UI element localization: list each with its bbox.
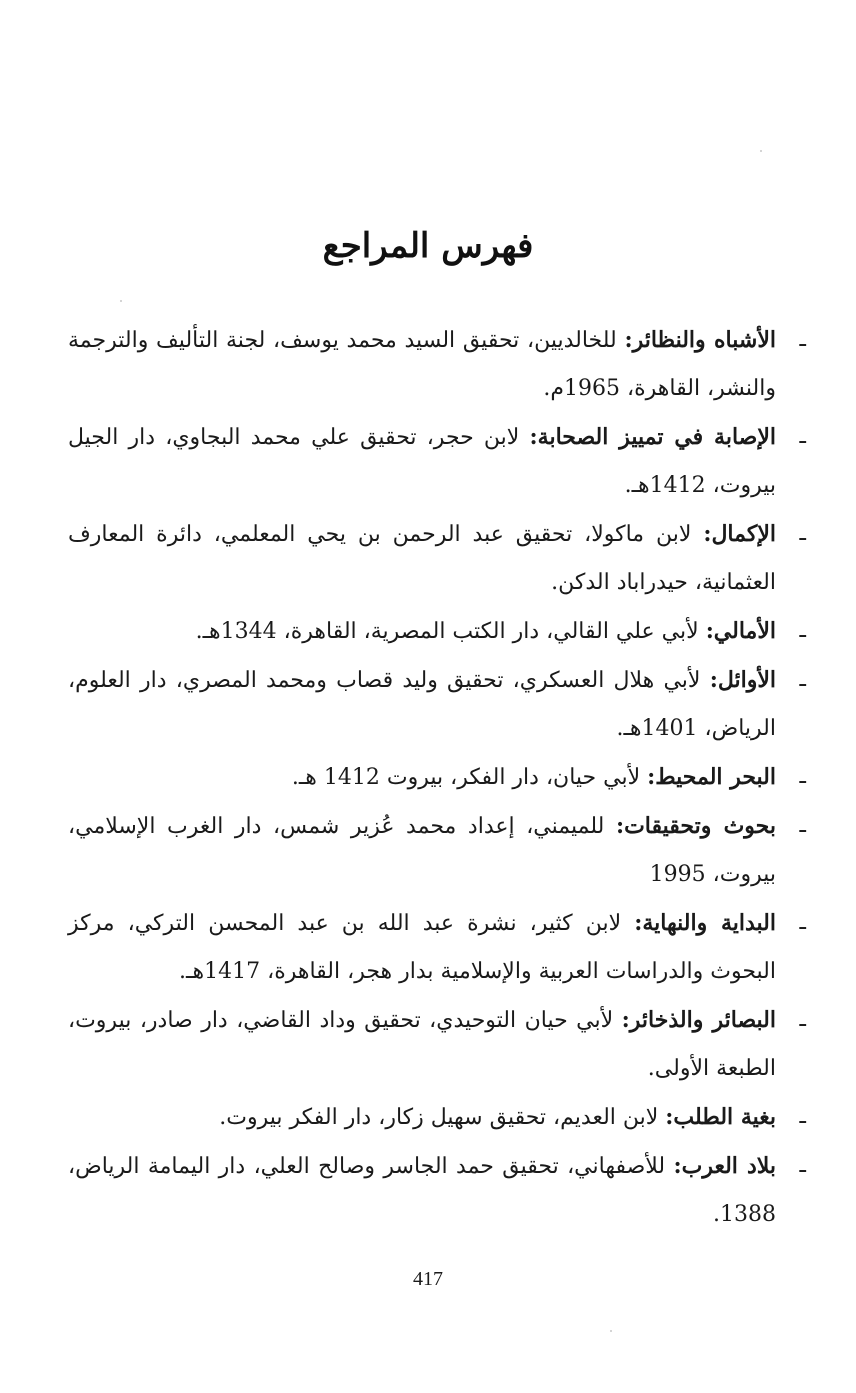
page-number: 417 (413, 1268, 443, 1290)
reference-list (68, 316, 806, 1239)
entry-body: لابن العديم، تحقيق سهيل زكار، دار الفكر بيروت. (219, 1105, 659, 1130)
entry-head: الإصابة في تمييز الصحابة: (529, 424, 776, 450)
entry-dash: ـ (799, 910, 806, 935)
entry-dash: ـ (799, 1104, 806, 1129)
entry-body: لأبي علي القالي، دار الكتب المصرية، القاهرة، 1344هـ. (195, 619, 699, 644)
entry-body: لأبي هلال العسكري، تحقيق وليد قصاب ومحمد المصري، دار العلوم، الرياض، 1401هـ. (68, 668, 776, 741)
reference-entry (68, 510, 806, 607)
reference-entry (68, 899, 806, 996)
entry-dash: ـ (799, 667, 806, 692)
entry-dash: ـ (799, 521, 806, 546)
entry-body: للأصفهاني، تحقيق حمد الجاسر وصالح العلي، دار اليمامة الرياض، 1388. (68, 1154, 776, 1227)
entry-dash: ـ (799, 764, 806, 789)
entry-body: لأبي حيان، دار الفكر، بيروت 1412 هـ. (291, 765, 641, 790)
reference-entry (68, 656, 806, 753)
entry-dash: ـ (799, 618, 806, 643)
entry-head: البداية والنهاية: (634, 910, 776, 936)
paper-speck (760, 150, 762, 152)
entry-head: الأشباه والنظائر: (624, 327, 776, 353)
reference-entry (68, 1142, 806, 1239)
entry-head: الأوائل: (709, 667, 777, 693)
entry-dash: ـ (799, 813, 806, 838)
reference-entry (68, 996, 806, 1093)
entry-head: الإكمال: (703, 521, 776, 547)
entry-body: لابن حجر، تحقيق علي محمد البجاوي، دار الجيل بيروت، 1412هـ. (68, 425, 776, 498)
paper-speck (120, 300, 122, 302)
paper-speck (610, 1330, 612, 1332)
entry-dash: ـ (799, 327, 806, 352)
entry-head: بحوث وتحقيقات: (615, 813, 776, 839)
entry-dash: ـ (799, 424, 806, 449)
entry-head: البحر المحيط: (647, 764, 776, 790)
reference-entry (68, 413, 806, 510)
entry-body: لابن كثير، نشرة عبد الله بن عبد المحسن التركي، مركز البحوث والدراسات العربية والإسلامية بدار هجر، القاهرة، 1417هـ. (68, 911, 776, 984)
entry-head: الأمالي: (705, 618, 776, 644)
reference-entry (68, 802, 806, 899)
page-title: فهرس المراجع (322, 226, 534, 266)
reference-entry (68, 1093, 806, 1142)
entry-body: لابن ماكولا، تحقيق عبد الرحمن بن يحي المعلمي، دائرة المعارف العثمانية، حيدراباد الدكن. (68, 522, 776, 595)
reference-entry (68, 316, 806, 413)
entry-head: بلاد العرب: (673, 1153, 776, 1179)
entry-dash: ـ (799, 1007, 806, 1032)
entry-dash: ـ (799, 1153, 806, 1178)
entry-head: البصائر والذخائر: (621, 1007, 776, 1033)
reference-entry (68, 607, 806, 656)
entry-body: للخالديين، تحقيق السيد محمد يوسف، لجنة التأليف والترجمة والنشر، القاهرة، 1965م. (68, 328, 776, 401)
entry-body: لأبي حيان التوحيدي، تحقيق وداد القاضي، دار صادر، بيروت، الطبعة الأولى. (68, 1008, 776, 1081)
reference-entry (68, 753, 806, 802)
entry-body: للميمني، إعداد محمد عُزير شمس، دار الغرب الإسلامي، بيروت، 1995 (68, 814, 776, 887)
entry-head: بغية الطلب: (665, 1104, 776, 1130)
